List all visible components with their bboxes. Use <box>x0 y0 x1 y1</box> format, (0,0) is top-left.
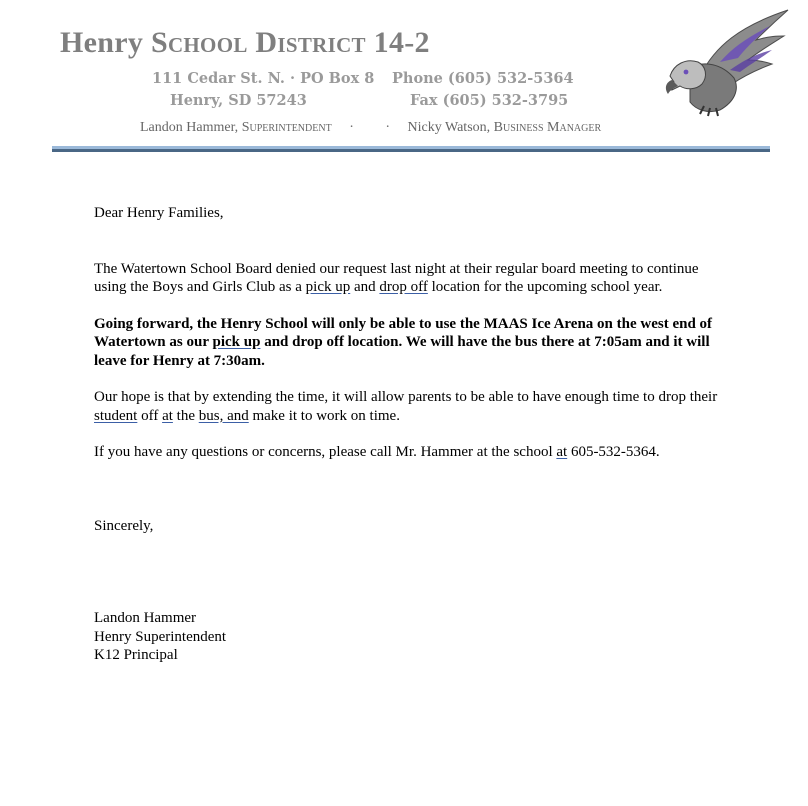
separator-dot: · <box>385 120 391 135</box>
paragraph-4 <box>94 443 734 462</box>
paragraph-text: 605-532-5364. <box>567 444 660 460</box>
superintendent-title: Superintendent <box>241 120 332 135</box>
letterhead <box>0 0 808 160</box>
paragraph-1 <box>94 260 734 297</box>
district-title <box>60 26 430 60</box>
separator-dot: · <box>349 120 354 135</box>
paragraph-2 <box>94 315 734 371</box>
greeting: Dear Henry Families, <box>94 205 224 221</box>
paragraph-text: Our hope is that by extending the time, it will allow parents to be able to have enough time to drop their <box>94 389 718 405</box>
phone-number: Phone (605) 532-5364 <box>392 70 574 87</box>
underlined-phrase: student <box>94 407 138 424</box>
superintendent-name: Landon Hammer, <box>140 120 239 135</box>
officers-line <box>140 120 601 136</box>
underlined-phrase: bus, and <box>198 407 249 424</box>
paragraph-text: the <box>172 407 199 424</box>
paragraph-text: and drop off location. We will have the bus there at 7:05am and it will leave for Henry at 7:30am. <box>94 334 710 369</box>
paragraph-text: The Watertown School Board denied our request last night at their regular board meeting to continue using the Boys and Girls Club as a <box>94 260 699 295</box>
district-title-rest: School District 14-2 <box>150 26 430 59</box>
fax-number: Fax (605) 532-3795 <box>410 92 569 109</box>
paragraph-text: If you have any questions or concerns, please call Mr. Hammer at the school <box>94 444 557 460</box>
letter-body <box>94 204 734 665</box>
district-title-name: Henry <box>60 26 144 59</box>
paragraph-text: make it to work on time. <box>248 407 400 424</box>
address-line-1: 111 Cedar St. N. · PO Box 8 <box>152 70 375 87</box>
signature-name: Landon Hammer <box>94 610 197 626</box>
underlined-phrase: drop off <box>379 279 428 295</box>
underlined-phrase: at <box>556 444 568 460</box>
paragraph-3 <box>94 388 734 425</box>
manager-name: Nicky Watson, <box>407 120 491 135</box>
paragraph-text: and <box>350 279 380 295</box>
underlined-phrase: at <box>162 407 173 424</box>
paragraph-text: Going forward, the Henry School will only be able to use the MAAS Ice Arena on the west end of Watertown as our <box>94 315 713 350</box>
header-rule-dark <box>52 149 770 152</box>
signature-title: Henry Superintendent <box>94 628 227 645</box>
paragraph-text: off <box>137 407 163 424</box>
paragraph-text: location for the upcoming school year. <box>427 279 663 295</box>
eagle-logo-icon <box>660 6 792 118</box>
underlined-phrase: pick up <box>305 279 351 295</box>
manager-title: Business Manager <box>493 120 602 135</box>
closing: Sincerely, <box>94 517 154 534</box>
address-line-2: Henry, SD 57243 <box>170 92 307 109</box>
underlined-phrase: pick up <box>212 334 261 350</box>
signature-title: K12 Principal <box>94 647 178 663</box>
